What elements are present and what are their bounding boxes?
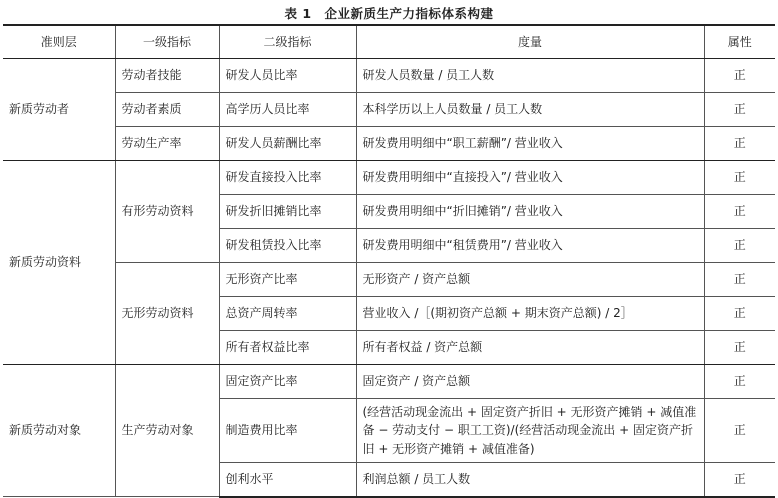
indicator-table: [3, 24, 775, 498]
measure-cell: 无形资产 / 资产总额: [356, 263, 704, 297]
criterion-cell: 新质劳动资料: [3, 161, 115, 365]
attribute-cell: 正: [704, 127, 775, 161]
attribute-cell: 正: [704, 399, 775, 463]
level2-cell: 无形资产比率: [219, 263, 356, 297]
header-attribute: 属性: [704, 25, 775, 59]
header-measure: 度量: [356, 25, 704, 59]
criterion-cell: 新质劳动对象: [3, 365, 115, 497]
level2-cell: 研发人员比率: [219, 59, 356, 93]
measure-cell: 本科学历以上人员数量 / 员工人数: [356, 93, 704, 127]
attribute-cell: 正: [704, 365, 775, 399]
level1-cell: 无形劳动资料: [115, 263, 219, 365]
header-criterion: 准则层: [3, 25, 115, 59]
criterion-cell: 新质劳动者: [3, 59, 115, 161]
attribute-cell: 正: [704, 195, 775, 229]
measure-cell: 研发费用明细中“折旧摊销”/ 营业收入: [356, 195, 704, 229]
level2-cell: 高学历人员比率: [219, 93, 356, 127]
measure-cell: 研发人员数量 / 员工人数: [356, 59, 704, 93]
table-caption: 表 1 企业新质生产力指标体系构建: [284, 6, 494, 21]
table-row: [3, 59, 775, 93]
measure-cell: 固定资产 / 资产总额: [356, 365, 704, 399]
measure-cell: 所有者权益 / 资产总额: [356, 331, 704, 365]
level1-cell: 劳动者技能: [115, 59, 219, 93]
level2-cell: 研发直接投入比率: [219, 161, 356, 195]
level2-cell: 创利水平: [219, 463, 356, 497]
measure-cell: 研发费用明细中“直接投入”/ 营业收入: [356, 161, 704, 195]
level1-cell: 生产劳动对象: [115, 365, 219, 497]
level1-cell: 有形劳动资料: [115, 161, 219, 263]
level2-cell: 固定资产比率: [219, 365, 356, 399]
attribute-cell: 正: [704, 59, 775, 93]
attribute-cell: 正: [704, 263, 775, 297]
attribute-cell: 正: [704, 331, 775, 365]
level2-cell: 研发人员薪酬比率: [219, 127, 356, 161]
measure-cell: 研发费用明细中“职工薪酬”/ 营业收入: [356, 127, 704, 161]
attribute-cell: 正: [704, 93, 775, 127]
level1-cell: 劳动生产率: [115, 127, 219, 161]
level2-cell: 研发租赁投入比率: [219, 229, 356, 263]
header-level1: 一级指标: [115, 25, 219, 59]
measure-cell: 营业收入 /［(期初资产总额 + 期末资产总额) / 2］: [356, 297, 704, 331]
attribute-cell: 正: [704, 297, 775, 331]
table-row: [3, 93, 775, 127]
level2-cell: 制造费用比率: [219, 399, 356, 463]
attribute-cell: 正: [704, 161, 775, 195]
level1-cell: 劳动者素质: [115, 93, 219, 127]
table-row: [3, 263, 775, 297]
measure-cell: 研发费用明细中“租赁费用”/ 营业收入: [356, 229, 704, 263]
table-row: [3, 127, 775, 161]
level2-cell: 所有者权益比率: [219, 331, 356, 365]
measure-cell: (经营活动现金流出 + 固定资产折旧 + 无形资产摊销 + 减值准备 − 劳动支付 − 职工工资)/(经营活动现金流出 + 固定资产折旧 + 无形资产摊销 + 减值准备): [356, 399, 704, 463]
attribute-cell: 正: [704, 463, 775, 497]
table-header-row: [3, 25, 775, 59]
measure-cell: 利润总额 / 员工人数: [356, 463, 704, 497]
header-level2: 二级指标: [219, 25, 356, 59]
table-row: [3, 365, 775, 399]
level2-cell: 研发折旧摊销比率: [219, 195, 356, 229]
table-row: [3, 161, 775, 195]
attribute-cell: 正: [704, 229, 775, 263]
level2-cell: 总资产周转率: [219, 297, 356, 331]
